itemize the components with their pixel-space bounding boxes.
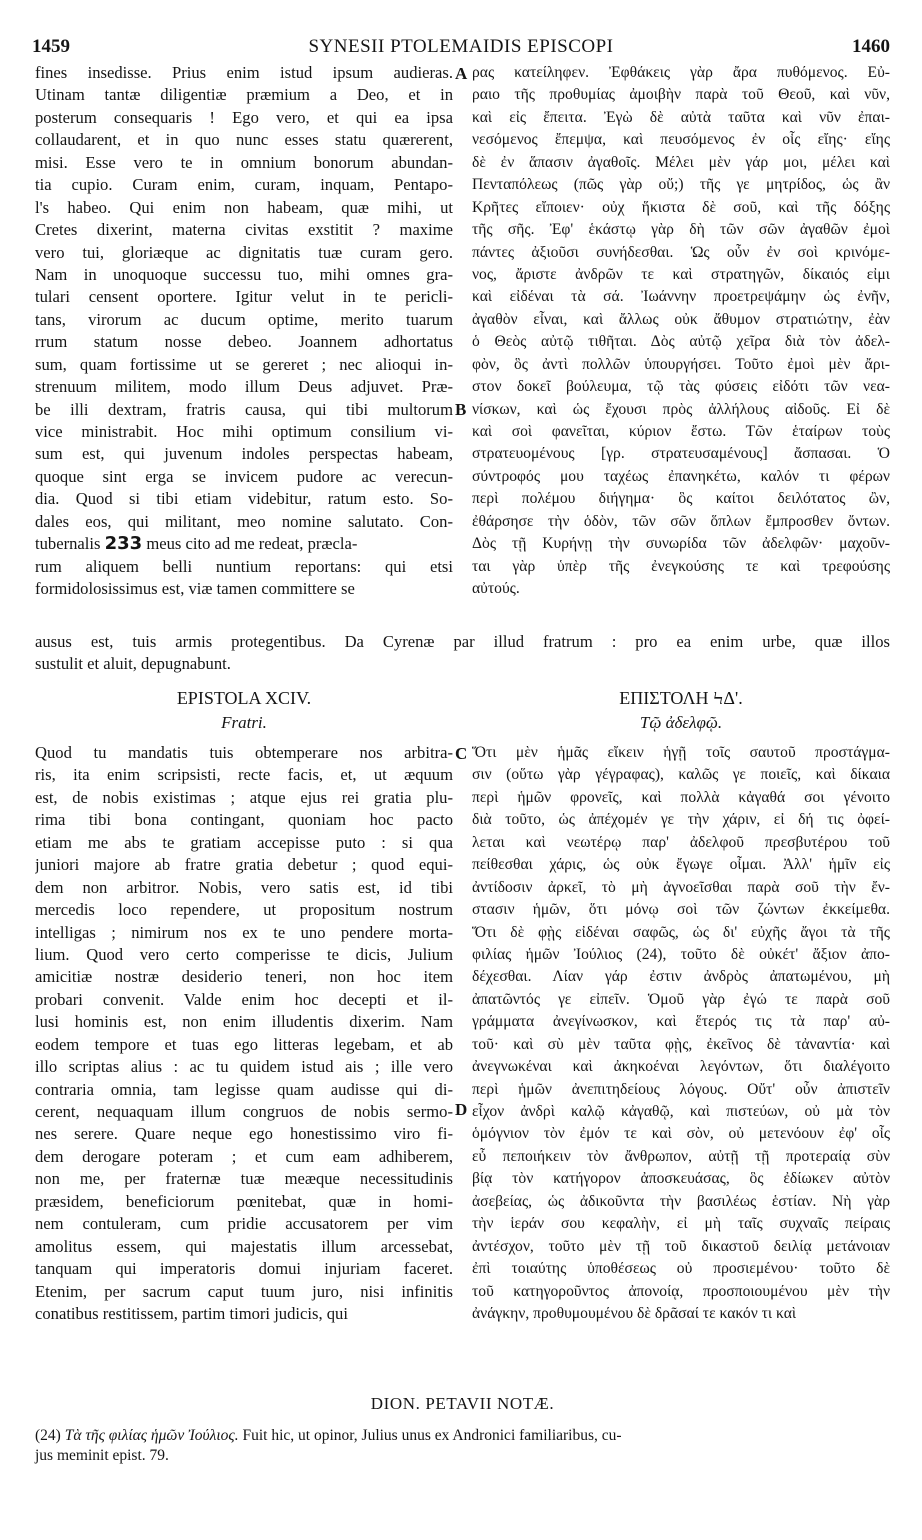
text-line: tulari censent oportere. Igitur velut in te pericli- [35, 287, 453, 307]
text-line: πάντες ἀξιοῦσι συνήδεσθαι. Ὡς οὖν ἐν σοὶ κρινόμε- [472, 243, 890, 261]
text-line: Ὅτι δὲ φῂς εἰδέναι σαφῶς, ὡς δι' εὐχῆς ἄγοι τὰ τῆς [472, 923, 890, 941]
page-header [32, 36, 890, 62]
text-line: στρατευομένους [γρ. στρατευσαμένους] ἄσπασαι. Ὁ [472, 445, 890, 463]
marker-a: A [455, 64, 468, 83]
text-line: juniori majore ab fratre gratia debetur ; quod equi- [35, 855, 453, 875]
text-line: non me, per fraternæ tuæ meæque necessitudinis [35, 1169, 453, 1189]
text-line: præsidem, beneficiorum pœnitebat, quæ in homi- [35, 1191, 453, 1211]
text-line: ἀσεβείας, ὡς ἀδικοῦντα τὴν βασιλέως ἑστίαν. Νὴ γὰρ [472, 1192, 890, 1210]
text-line: Quod tu mandatis tuis obtemperare nos arbitra- [35, 743, 453, 762]
epistola-latin-title: EPISTOLA XCIV. [176, 688, 312, 708]
text-line: πείθεσθαι χάρις, ὡς οὐκ ἔγωγε οἶμαι. Ἀλλ' ἡμῖν εἰς [472, 856, 890, 874]
text-line: περὶ ἡμῶν ἀνεπιτηδείους λόγους. Οὔτ' οὖν ἀπιστεῖν [472, 1080, 890, 1098]
text-line: cerent, nequaquam illum congruos de nobis sermo- [35, 1102, 453, 1121]
text-line: εἶχον ἀνδρὶ καλῷ κἀγαθῷ, καὶ πιστεύων, οὐ μὰ τὸν [472, 1103, 890, 1120]
text-line: καὶ εἰς ἔπειτα. Ἐγὼ δὲ αὐτὰ ταῦτα καὶ νῦν ἐπαι- [472, 108, 890, 126]
text-line: ἐπὶ τοιαύτης ὑποθέσεως οὐ προσιεμένου· τοῦτο δὲ [472, 1260, 890, 1278]
text-line: στασιν ἡμῶν, ὅτι μόνῳ σοὶ τῶν ζώντων ἐκκείμεθα. [472, 901, 890, 919]
text-fragment: tubernalis [35, 534, 101, 554]
greek-column-bottom [472, 742, 890, 1325]
text-line: δέχεσθαι. Λίαν γάρ ἐστιν ἀνδρὸς ἀπατωμένου, μὴ [472, 968, 890, 986]
text-line: περὶ πολέμου διήγημα· ὃς καίτοι δειλότατος ὢν, [472, 490, 890, 508]
text-line: ὁμόγνιον τὸν ἐμόν τε καὶ σὸν, οὐ μετενόουν ἐφ' οἷς [472, 1125, 890, 1143]
text-line: περὶ ἡμῶν φρονεῖς, καὶ πολλὰ κἀγαθά σοι γένοιτο [472, 788, 890, 806]
text-line: dem derogare poteram ; et cum eam adhiberem, [35, 1146, 453, 1166]
text-line: lium. Quod vero certo comperisse te dicis, Julium [35, 944, 453, 964]
text-line [35, 533, 453, 555]
text-line: σιν (οὕτω γὰρ γέγραφας), καλῶς γε ποιεῖς, καὶ δίκαια [472, 766, 890, 784]
text-line: est, de nobis existimas ; atque ejus rei gratia plu- [35, 787, 453, 807]
text-fragment: meus cito ad me redeat, præcla- [146, 534, 358, 554]
text-line: amolitus essem, qui majestatis illum arcessebat, [35, 1236, 453, 1256]
text-line: ὁ Θεὸς αὐτῷ τιθῆται. Δὸς αὐτῷ χεῖρα διὰ τὸν ἀδελ- [472, 333, 890, 351]
text-line: τῆς σῆς. Ἐφ' ἑκάστῳ γὰρ δὴ τῶν σῶν ἀγαθῶν ἐμοὶ [472, 221, 890, 239]
text-line: misi. Esse vero te in omnium bonorum abundan- [35, 152, 453, 172]
text-line: tans, virorum ac ducum optime, merito tuarum [35, 309, 453, 329]
text-line: tia cupio. Curam enim, curam, inquam, Pentapo- [35, 175, 453, 195]
column-number: 233 [104, 533, 143, 555]
text-line: γράμματα ἀνεγίνωσκον, καὶ ἕτερός τις τὰ παρ' αὐ- [472, 1013, 890, 1031]
latin-column-top [35, 62, 453, 601]
text-line: ται γὰρ ὑπὲρ τῆς ἐνεγκούσης τε καὶ τρεφούσης [472, 557, 890, 575]
text-line: ἀπατῶντός γε εἰπεῖν. Ὁμοῦ γὰρ ἐγώ τε παρὰ σοῦ [472, 990, 890, 1008]
footnote-greek-lemma: Τὰ τῆς φιλίας ἡμῶν Ἰούλιος. [64, 1427, 239, 1444]
footnote-line-1 [35, 1426, 890, 1446]
text-line: Nam in unoquoque successu tuo, mihi omnes gra- [35, 264, 453, 284]
text-line: intelligas ; nimirum nos ex te uno pendere morta- [35, 922, 453, 942]
marker-c: C [455, 744, 468, 763]
text-line: ἀνάγκην, προθυμουμένου δὲ δρᾶσαί τε κακόν τι καὶ [472, 1304, 797, 1322]
text-line: νος, ἄριστε ἀνδρῶν τε καὶ στρατηγῶν, δίκαιός εἰμι [472, 265, 890, 283]
text-line: Δὸς τῇ Κυρήνῃ τὴν συνωρίδα τῶν ἀδελφῶν· μαχοῦν- [472, 535, 890, 553]
text-line: σύντροφός μου ταχέως ἐπανηκέτω, καλόν τι φέρων [472, 467, 890, 485]
text-line: τὴν ἱεράν σου κεφαλὴν, εἰ μὴ ταῖς συχναῖς πείραις [472, 1215, 890, 1233]
text-line: be illi dextram, fratris causa, qui tibi multorum [35, 399, 453, 419]
text-line: fines insedisse. Prius enim istud ipsum audieras. [35, 63, 453, 82]
epistola-greek-subtitle: Τῷ ἀδελφῷ. [639, 713, 723, 732]
text-line: dem non arbitror. Nobis, vero satis est, id tibi [35, 877, 453, 897]
text-line: mercedis loco rependere, ut propositum nostrum [35, 900, 453, 920]
text-line: sum est, qui juvenum indoles perspectas habeam, [35, 444, 453, 464]
text-line: vero tui, gloriæque ac dignitatis tuæ curam gero. [35, 242, 453, 262]
text-line: λεται καὶ νεωτέρῳ παρ' ἀδελφοῦ πρεσβυτέρου τοῦ [472, 833, 890, 851]
text-line: στον δοκεῖ βούλευμα, τῷ τὰς φύσεις εἰδότι τῶν νεα- [472, 378, 890, 396]
text-line: l's habeo. Qui enim non habeam, quæ mihi, ut [35, 197, 453, 217]
text-line: etiam me abs te gratiam accepisse puto : si qua [35, 832, 453, 852]
text-line: βίᾳ τὸν κατήγορον ἀποσκευάσας, ὃς ἐδίωκεν αὐτὸν [472, 1170, 890, 1188]
text-line: nem contuleram, cum pridie accusatorem per vim [35, 1214, 453, 1234]
text-line: ραιο τῆς προθυμίας ἀμοιβὴν παρὰ τοῦ Θεοῦ, καὶ νῦν, [472, 86, 890, 104]
marker-b: B [455, 400, 467, 419]
text-line: ἀντίδοσιν ἀρκεῖ, τὸ μὴ ἀγνοεῖσθαι παρὰ σοῦ τὴν ἔν- [472, 878, 890, 896]
text-line: dales eos, qui militant, meo nomine salutato. Con- [35, 511, 453, 531]
footnote-ref: (24) [35, 1427, 61, 1444]
text-line: amicitiæ nostræ desiderio teneri, non hoc item [35, 967, 453, 987]
epistola-greek-title: ΕΠΙΣΤΟΛΗ ϞΔ'. [619, 688, 743, 708]
text-line: nes serere. Quare neque ego honestissimo viro fi- [35, 1124, 453, 1144]
text-line: φὸν, ὃς ἀντὶ πολλῶν ὑπουργήσει. Τοῦτο ἐμοὶ μὲν ἄρι- [472, 355, 890, 373]
text-line: sum, quam fortissime ut se gereret ; nec alioqui in- [35, 354, 453, 374]
text-line: εὖ πεποιήκειν τὸν ἄνθρωπον, αὐτῇ τῇ προτεραίᾳ σὺν [472, 1147, 890, 1165]
text-line: Πενταπόλεως (πῶς γὰρ οὔ;) τῆς γε μητρίδος, ὡς ἂν [472, 176, 890, 194]
text-line: νεσόμενος ἔπεμψα, καὶ πευσόμενος ἐν οἷς εἴης· εἴης [472, 131, 890, 149]
text-line: eodem tempore et tuas ego litteras legebam, et ab [35, 1034, 453, 1054]
epistola-latin-subtitle: Fratri. [221, 713, 267, 732]
text-line: ρας κατείληφεν. Ἐφθάκεις γὰρ ἄρα πυθόμενος. Εὐ- [472, 64, 890, 81]
footnote-line-2: jus meminit epist. 79. [35, 1447, 169, 1464]
latin-column-bottom [35, 742, 453, 1325]
text-line: τοῦ κατηγοροῦντος ἀπονοίᾳ, προσποιουμένου μὲν τὴν [472, 1282, 890, 1300]
text-line: contraria omnia, tam legisse quam audisse qui di- [35, 1079, 453, 1099]
text-line: διὰ τοῦτο, ὡς ἀπέχομέν γε τὴν χάριν, εἰ δή τις ὀφεί- [472, 811, 890, 829]
text-line: Utinam tantæ diligentiæ præmium a Deo, et in [35, 85, 453, 105]
text-line: collaudarent, et in quo nunc esses statu quærerent, [35, 130, 453, 150]
text-line: tanquam qui imperatoris domui injuriam faceret. [35, 1259, 453, 1279]
text-line: αὐτούς. [472, 580, 520, 598]
running-title: SYNESII PTOLEMAIDIS EPISCOPI [308, 36, 614, 57]
page-number-left: 1459 [32, 36, 70, 57]
marker-d: D [455, 1100, 468, 1119]
full-width-text [35, 631, 890, 676]
text-line: Cretes dixerint, materna civitas exstitit ? maxime [35, 220, 453, 240]
text-line: rum aliquem belli nuntium reportans: qui etsi [35, 556, 453, 576]
text-line: formidolosissimus est, viæ tamen committere se [35, 579, 355, 599]
text-line: ἐθάρσησε τὴν ὁδὸν, τῶν σῶν ὅπλων ἔμπροσθεν ὄντων. [472, 512, 890, 530]
text-line: φιλίας ἡμῶν Ἰούλιος (24), τοῦτο δὲ οὐκέτ' ἄξιον ἀπο- [472, 945, 890, 963]
text-line: ἀντέσχον, τοῦτο μὲν τῇ τοῦ δικαστοῦ δειλίᾳ μετάνοιαν [472, 1237, 890, 1255]
text-line: τοῦ· καὶ σὺ μὲν ταῦτα φῂς, ἐκεῖνος δὲ τἀναντία· καὶ [472, 1035, 890, 1053]
notes-title: DION. PETAVII NOTÆ. [370, 1394, 555, 1413]
text-line: lusi hominis est, non enim illudentis dixerim. Nam [35, 1012, 453, 1032]
footnote-text: Fuit hic, ut opinor, Julius unus ex Andronici familiaribus, cu- [242, 1427, 622, 1444]
text-line: δὲ ἐν ἅπασιν ἀγαθοῖς. Μέλει μὲν γάρ μοι, μέλει καὶ [472, 153, 890, 171]
text-line: illo scriptas alius : ac tu quidem istud ais ; ille vero [35, 1057, 453, 1077]
text-line: dia. Quod si tibi etiam videbitur, ratum esto. So- [35, 489, 453, 509]
text-line: rrum statum nosse debeo. Joannem adhortatus [35, 332, 453, 352]
text-line: sustulit et aluit, depugnabunt. [35, 654, 231, 674]
text-line: ris, ita enim scripsisti, recte facis, et, ut æquum [35, 765, 453, 785]
text-line: Ὅτι μὲν ἡμᾶς εἴκειν ἡγῇ τοῖς σαυτοῦ προστάγμα- [472, 744, 890, 761]
text-line: probari convenit. Valde enim hoc decepti et il- [35, 989, 453, 1009]
text-line: καὶ εἰδέναι τὰ σά. Ἰωάννην προετρεψάμην ὡς ἐνῆν, [472, 288, 890, 306]
text-line: ἀγαθὸν εἶναι, καὶ ἄλλως οὐκ ἄθυμον στρατιώτην, ἐὰν [472, 310, 890, 328]
text-line: Κρῆτες εἴποιεν· οὐχ ἥκιστα δὲ σοῦ, καὶ τῆς δόξης [472, 198, 890, 216]
text-line: posterum consequaris ! Ego vero, et qui ea ipsa [35, 107, 453, 127]
text-line: conatibus restitissem, partim timori judicis, qui [35, 1303, 348, 1323]
text-line: ausus est, tuis armis protegentibus. Da Cyrenæ par illud fratrum : pro ea enim urbe, quæ illos [35, 632, 890, 651]
text-line: strenuum militem, modo illum Deus adjuvet. Præ- [35, 377, 453, 397]
text-line: καὶ σοὶ φανεῖται, κύριον ἔστω. Τῶν ἑταίρων τοὺς [472, 423, 890, 440]
text-line: vice ministrabit. Hoc mihi optimum consilium vi- [35, 422, 453, 441]
text-line: rima tibi bona contingant, quoniam hoc pacto [35, 810, 453, 830]
text-line: ἀνεγνωκέναι καὶ ἀκηκοέναι λεγόντων, ὅτι διαλέγοιτο [472, 1058, 890, 1076]
text-line: Etenim, per sacrum caput tuum juro, nisi infinitis [35, 1281, 453, 1301]
footnotes [35, 1426, 890, 1466]
greek-column-top [472, 62, 890, 601]
text-line: νίσκων, καὶ ὡς ἔχουσι πρὸς ἀλλήλους αἰδοῦς. Εἰ δὲ [472, 400, 890, 418]
page-number-right: 1460 [852, 36, 890, 57]
text-line: quoque sint erga se invicem pudore ac verecun- [35, 466, 453, 486]
